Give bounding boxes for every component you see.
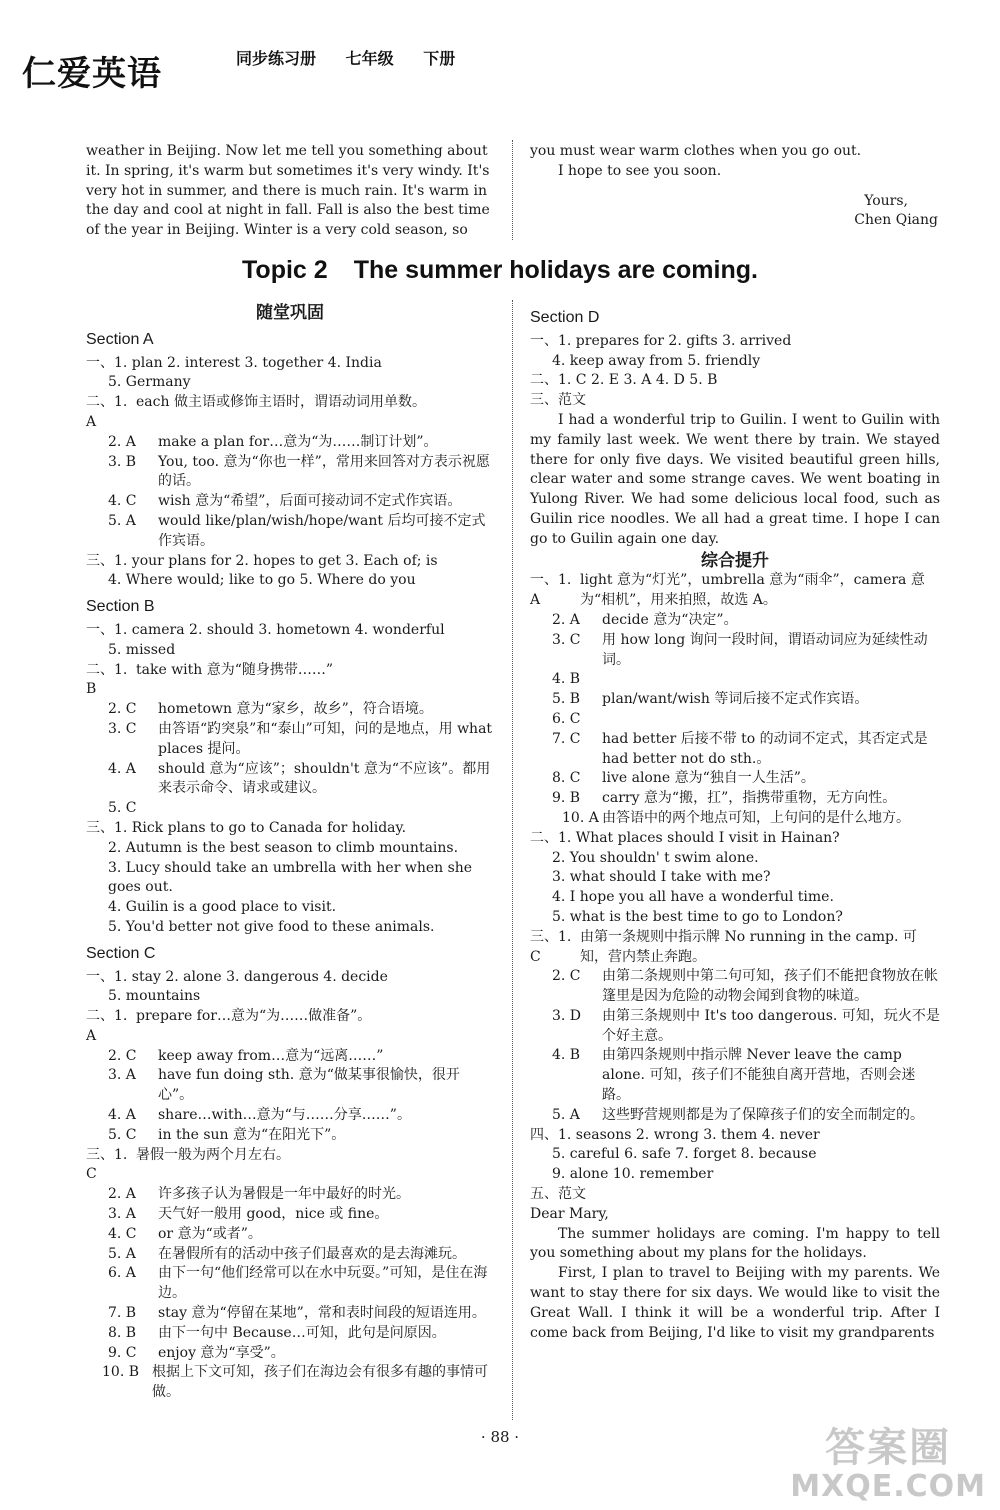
answer-line: 5. what is the best time to go to London? [552, 908, 843, 925]
passage-line: you must wear warm clothes when you go out. [530, 143, 862, 159]
answer-explanation: 天气好一般用 good，nice 或 fine。 [158, 1206, 389, 1223]
answer-item [86, 1324, 494, 1344]
answer-explanation: would like/plan/wish/hope/want 后均可接不定式作宾语。 [158, 512, 486, 549]
answer-explanation: hometown 意为“家乡，故乡”，符合语境。 [158, 701, 433, 718]
answer-item [530, 1046, 940, 1105]
book-grade: 七年级 [345, 49, 394, 68]
answer-explanation: 在暑假所有的活动中孩子们最喜欢的是去海滩玩。 [158, 1245, 466, 1262]
answer-explanation: plan/want/wish 等词后接不定式作宾语。 [602, 691, 869, 708]
answer-number: 2. A [108, 1186, 136, 1203]
answer-item [86, 1363, 494, 1403]
sample-essay-paragraph: First, I plan to travel to Beijing with my parents. We want to stay there for six days. We would like to visit the Great Wall. I think it will be a wonderful trip. After I come back from Beijing, I'd like to visit my grandparents [530, 1265, 940, 1341]
answer-number: 二、1. B [86, 661, 128, 698]
answer-explanation: had better 后接不带 to 的动词不定式，其否定式是 had better not do sth.。 [602, 730, 928, 767]
book-name: 同步练习册 [236, 49, 317, 68]
answer-line: 5. Germany [108, 374, 191, 391]
answer-number: 2. A [552, 611, 580, 628]
section-b-title: Section B [86, 598, 155, 616]
answer-item [530, 571, 940, 611]
answer-explanation: 许多孩子认为暑假是一年中最好的时光。 [158, 1186, 410, 1203]
answer-item [530, 710, 940, 730]
answer-item [530, 690, 940, 710]
answer-number: 二、1. A [86, 394, 128, 430]
answer-number: 3. C [108, 720, 137, 737]
answer-number: 6. A [108, 1265, 136, 1282]
answer-item [86, 1106, 494, 1126]
answer-line: 3. Lucy should take an umbrella with her when she goes out. [108, 859, 473, 896]
answer-explanation: light 意为“灯光”，umbrella 意为“雨伞”，camera 意为“相机”，用来拍照，故选 A。 [580, 572, 925, 609]
answer-explanation: keep away from…意为“远离……” [158, 1047, 384, 1064]
answer-number: 5. A [108, 1245, 136, 1262]
answer-number: 三、1. C [86, 1146, 128, 1183]
answer-number: 三、1. C [530, 928, 572, 965]
column-divider [512, 300, 513, 1420]
answer-number: 6. C [552, 710, 581, 727]
answer-explanation [602, 670, 940, 690]
page-number: · 88 · [480, 1428, 520, 1446]
top-right-passage [530, 142, 940, 231]
passage-line: I hope to see you soon. [558, 162, 722, 179]
answer-line: 四、1. seasons 2. wrong 3. them 4. never [530, 1126, 820, 1143]
letter-closing: Yours, [864, 192, 908, 209]
answer-item [530, 670, 940, 690]
answer-number: 4. C [108, 493, 137, 510]
subheading-practice: 随堂巩固 [256, 303, 324, 323]
answer-explanation: 由答语“趵突泉”和“泰山”可知，问的是地点，用 what places 提问。 [158, 720, 493, 757]
answer-explanation: 暑假一般为两个月左右。 [136, 1146, 290, 1163]
answer-line: 一、1. camera 2. should 3. hometown 4. wonderful [86, 621, 445, 638]
answer-explanation: 由第三条规则中 It's too dangerous. 可知，玩火不是个好主意。 [602, 1007, 940, 1044]
answer-number: 4. C [108, 1225, 137, 1242]
answer-number: 一、1. A [530, 572, 572, 609]
answer-line: 五、范文 [530, 1186, 586, 1203]
answer-number: 3. A [108, 1067, 136, 1084]
section-d-title: Section D [530, 309, 600, 326]
answer-explanation: or 意为“或者”。 [158, 1225, 262, 1242]
answer-line: 2. Autumn is the best season to climb mountains. [108, 839, 459, 856]
answer-item [86, 720, 494, 760]
answer-item [86, 799, 494, 819]
section-c-title: Section C [86, 944, 156, 962]
answer-number: 5. C [108, 1126, 137, 1143]
answer-explanation: live alone 意为“独自一人生活”。 [602, 770, 815, 787]
answer-item [86, 512, 494, 552]
answer-number: 2. C [108, 701, 137, 718]
answer-line: 4. keep away from 5. friendly [552, 352, 761, 369]
answer-item [86, 453, 494, 493]
answer-line: 一、1. stay 2. alone 3. dangerous 4. decide [86, 968, 388, 985]
answer-item [530, 730, 940, 770]
answer-line: 三、范文 [530, 392, 586, 409]
answer-number: 2. C [552, 968, 581, 985]
answer-item [530, 769, 940, 789]
top-left-passage [86, 142, 494, 241]
right-column [530, 308, 940, 1343]
book-title [236, 46, 469, 69]
answer-number: 3. A [108, 1206, 136, 1223]
answer-explanation: make a plan for…意为“为……制订计划”。 [158, 433, 438, 450]
essay-greeting: Dear Mary, [530, 1205, 609, 1222]
answer-line: 三、1. your plans for 2. hopes to get 3. Each of; is [86, 552, 438, 569]
answer-number: 2. C [108, 1047, 137, 1064]
answer-number: 7. B [108, 1305, 137, 1322]
answer-number: 7. C [552, 730, 581, 747]
answer-item [86, 433, 494, 453]
answer-item [530, 928, 940, 968]
answer-explanation: prepare for…意为“为……做准备”。 [136, 1008, 372, 1025]
answer-explanation: 根据上下文可知，孩子们在海边会有很多有趣的事情可做。 [152, 1364, 488, 1401]
answer-explanation: wish 意为“希望”，后面可接动词不定式作宾语。 [158, 493, 462, 510]
answer-explanation: 由答语中的两个地点可知，上句问的是什么地方。 [602, 809, 910, 826]
answer-explanation: have fun doing sth. 意为“做某事很愉快，很开心”。 [158, 1067, 460, 1104]
answer-explanation: decide 意为“决定”。 [602, 611, 738, 628]
answer-explanation: 由第二条规则中第二句可知，孩子们不能把食物放在帐篷里是因为危险的动物会闻到食物的味道。 [602, 968, 938, 1005]
answer-item [530, 789, 940, 809]
answer-item [530, 1007, 940, 1047]
answer-item [86, 1205, 494, 1225]
section-a-title: Section A [86, 330, 154, 348]
answer-number: 4. A [108, 1107, 136, 1124]
answer-number: 10. A [562, 809, 599, 826]
answer-item [86, 760, 494, 800]
answer-line: 5. mountains [108, 988, 201, 1005]
answer-item [86, 393, 494, 433]
answer-item [530, 1106, 940, 1126]
topic-title: The summer holidays are coming. [353, 256, 758, 284]
answer-item [530, 611, 940, 631]
watermark-url: MXQE.COM [790, 1469, 986, 1504]
answer-explanation: in the sun 意为“在阳光下”。 [158, 1126, 346, 1143]
answer-number: 5. B [552, 691, 581, 708]
answer-number: 3. B [108, 453, 137, 470]
answer-item [86, 1007, 494, 1047]
answer-number: 9. C [108, 1344, 137, 1361]
answer-explanation: carry 意为“搬，扛”，指携带重物，无方向性。 [602, 790, 897, 807]
answer-line: 一、1. prepares for 2. gifts 3. arrived [530, 332, 792, 349]
answer-explanation [602, 710, 940, 730]
answer-line: 4. I hope you all have a wonderful time. [552, 889, 834, 906]
watermark-logo [790, 1416, 986, 1504]
passage-line: the day and cool at night in fall. Fall is also the best time [86, 202, 490, 219]
answer-line: 9. alone 10. remember [552, 1166, 714, 1183]
answer-explanation: enjoy 意为“享受”。 [158, 1344, 285, 1361]
answer-number: 8. B [108, 1324, 137, 1341]
answer-item [86, 700, 494, 720]
answer-line: 2. You shouldn' t swim alone. [552, 849, 759, 866]
answer-number: 4. B [552, 671, 581, 688]
answer-explanation: 由第四条规则中指示牌 Never leave the camp alone. 可知，孩子们不能独自离开营地，否则会迷路。 [602, 1047, 916, 1104]
answer-number: 5. C [108, 800, 137, 817]
answer-item [86, 1225, 494, 1245]
answer-line: 三、1. Rick plans to go to Canada for holiday. [86, 819, 407, 836]
book-volume: 下册 [423, 49, 456, 68]
answer-item [86, 1304, 494, 1324]
answer-explanation [158, 799, 494, 819]
subheading-improve: 综合提升 [701, 550, 769, 571]
answer-number: 9. B [552, 790, 581, 807]
answer-explanation: 这些野营规则都是为了保障孩子们的安全而制定的。 [602, 1106, 924, 1123]
letter-signature: Chen Qiang [854, 212, 938, 229]
answer-line: 二、1. C 2. E 3. A 4. D 5. B [530, 372, 718, 389]
answer-line: 5. You'd better not give food to these animals. [108, 918, 435, 935]
answer-line: 一、1. plan 2. interest 3. together 4. India [86, 354, 382, 371]
answer-number: 二、1. A [86, 1008, 128, 1044]
answer-item [86, 661, 494, 701]
answer-number: 4. B [552, 1047, 581, 1064]
answer-number: 5. A [552, 1106, 580, 1123]
answer-explanation: each 做主语或修饰主语时，谓语动词用单数。 [136, 394, 426, 411]
answer-explanation: You, too. 意为“你也一样”，常用来回答对方表示祝愿的话。 [158, 453, 490, 490]
answer-item [86, 1047, 494, 1067]
answer-line: 3. what should I take with me? [552, 869, 771, 886]
topic-heading [0, 256, 1000, 285]
answer-line: 4. Guilin is a good place to visit. [108, 899, 337, 916]
topic-number: Topic 2 [242, 256, 328, 284]
answer-item [530, 809, 940, 829]
answer-explanation: 由下一句“他们经常可以在水中玩耍。”可知，是住在海边。 [158, 1265, 488, 1302]
answer-line: 5. missed [108, 641, 176, 658]
answer-explanation: stay 意为“停留在某地”，常和表时间段的短语连用。 [158, 1305, 486, 1322]
answer-number: 3. C [552, 631, 581, 648]
answer-explanation: take with 意为“随身携带……” [136, 661, 334, 678]
answer-item [86, 1245, 494, 1265]
answer-line: 5. careful 6. safe 7. forget 8. because [552, 1146, 817, 1163]
answer-item [86, 1126, 494, 1146]
answer-item [86, 1185, 494, 1205]
passage-line: it. In spring, it's warm but sometimes it's very windy. It's [86, 162, 490, 179]
answer-item [86, 1066, 494, 1106]
answer-explanation: 由第一条规则中指示牌 No running in the camp. 可知，营内禁止奔跑。 [580, 928, 917, 965]
answer-number: 3. D [552, 1007, 582, 1024]
answer-item [86, 492, 494, 512]
answer-number: 10. B [102, 1364, 140, 1381]
answer-number: 4. A [108, 760, 136, 777]
answer-item [530, 631, 940, 671]
answer-explanation: should 意为“应该”；shouldn't 意为“不应该”。都用来表示命令、请求或建议。 [158, 760, 491, 797]
column-divider [512, 140, 513, 240]
answer-line: 二、1. What places should I visit in Hainan? [530, 829, 840, 846]
watermark-text: 答案圈 [825, 1425, 952, 1471]
answer-item [86, 1146, 494, 1186]
passage-line: of the year in Beijing. Winter is a very cold season, so [86, 222, 468, 239]
sample-essay: I had a wonderful trip to Guilin. I went to Guilin with my family last week. We went there by train. We stayed there for only five days. We visited beautiful green hills, clear water and some strange caves. We went boating in Yulong River. We had some delicious local food, such as Guilin rice noodles. We all had a great time. I hope I can go to Guilin again one day. [530, 411, 940, 547]
sample-essay-paragraph: The summer holidays are coming. I'm happy to tell you something about my plans for the holidays. [530, 1225, 940, 1262]
answer-number: 2. A [108, 433, 136, 450]
answer-explanation: share…with…意为“与……分享……”。 [158, 1107, 411, 1124]
answer-line: 4. Where would; like to go 5. Where do you [108, 572, 416, 589]
answer-item [86, 1344, 494, 1364]
answer-item [530, 967, 940, 1007]
passage-line: weather in Beijing. Now let me tell you something about [86, 143, 488, 159]
series-logo: 仁爱英语 [22, 54, 162, 94]
answer-explanation: 用 how long 询问一段时间，谓语动词应为延续性动词。 [602, 631, 928, 668]
left-column [86, 304, 494, 1403]
answer-number: 5. A [108, 512, 136, 529]
answer-item [86, 1264, 494, 1304]
answer-explanation: 由下一句中 Because…可知，此句是问原因。 [158, 1324, 446, 1341]
passage-line: very hot in summer, and there is much rain. It's warm in [86, 182, 487, 199]
answer-number: 8. C [552, 770, 581, 787]
